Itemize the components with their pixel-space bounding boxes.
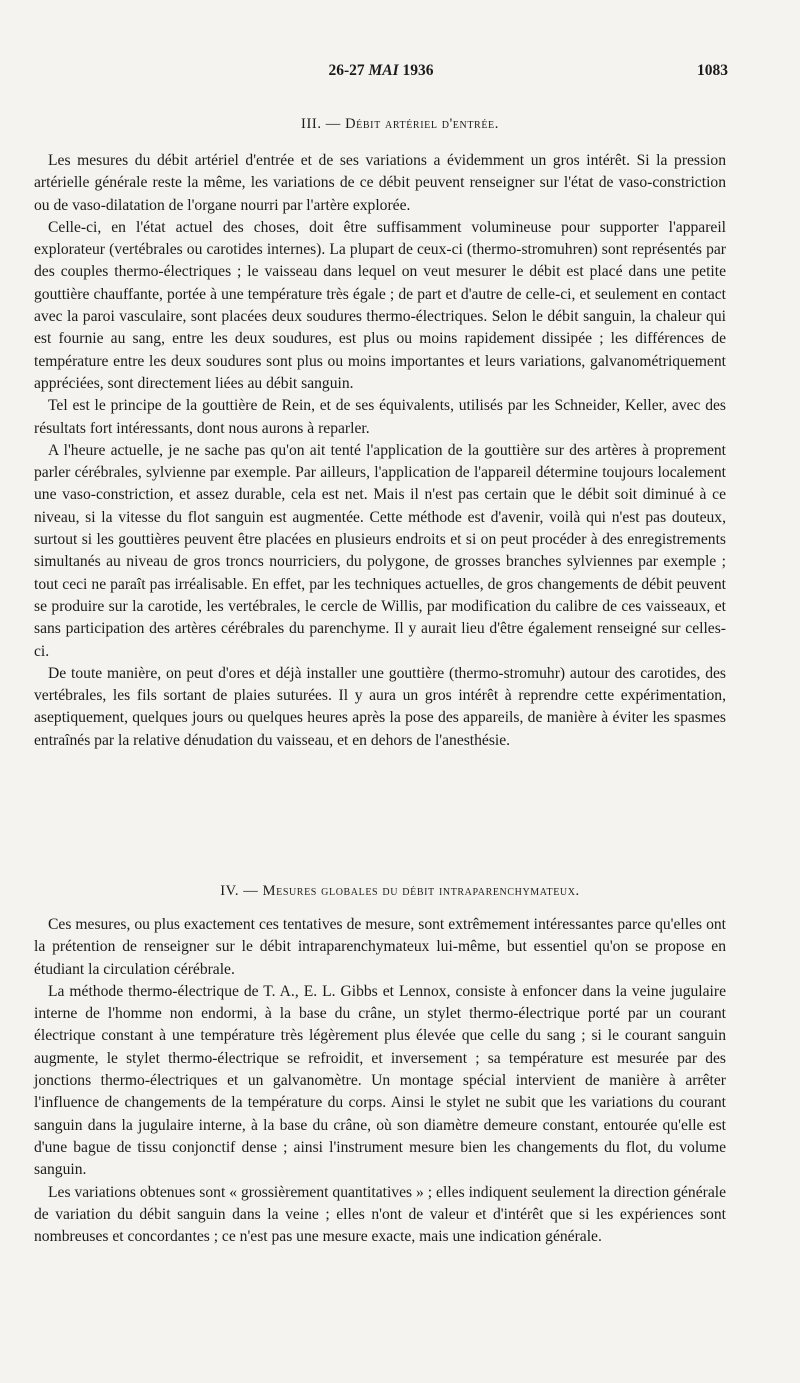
section-heading-4	[34, 883, 766, 900]
paragraph: Les variations obtenues sont « grossièrement quantitatives » ; elles indiquent seulement la direction générale de variation du débit sanguin dans la veine ; elles n'ont de valeur et d'intérêt que si les expériences sont nombreuses et concordantes ; ce n'est pas une mesure exacte, mais une indication générale.	[34, 1183, 726, 1246]
section-title-4: Mesures globales du débit intraparenchymateux.	[262, 883, 580, 899]
date-year: 1936	[402, 62, 434, 79]
paragraph: Les mesures du débit artériel d'entrée et de ses variations a évidemment un gros intérêt. Si la pression artérielle générale reste la même, les variations de ce débit peuvent renseigner sur l'état de vaso-constriction ou de vaso-dilatation de l'organe nourri par l'artère explorée.	[34, 152, 726, 214]
paragraph: Tel est le principe de la gouttière de Rein, et de ses équivalents, utilisés par les Schneider, Keller, avec des résultats fort intéressants, dont nous aurons à reparler.	[34, 397, 726, 437]
running-header	[34, 62, 728, 84]
section-heading-3	[34, 116, 766, 133]
paragraph: Celle-ci, en l'état actuel des choses, doit être suffisamment volumineuse pour supporter l'appareil explorateur (vertébrales ou carotides internes). La plupart de ceux-ci (thermo-stromuhren) sont représentés par des couples thermo-électriques ; le vaisseau dans lequel on veut mesurer le débit est placé dans une petite gouttière chauffante, portée à une température très égale ; de part et d'autre de celle-ci, et seulement en contact avec la paroi vasculaire, sont placées deux soudures thermo-électriques. Selon le débit sanguin, la chaleur qui est fournie au sang, entre les deux soudures, est plus ou moins rapidement dissipée ; les différences de température entre les deux soudures sont plus ou moins importantes et leurs variations, galvanométriquement appréciées, sont directement liées au débit sanguin.	[34, 218, 726, 392]
paragraph: Ces mesures, ou plus exactement ces tentatives de mesure, sont extrêmement intéressantes parce qu'elles ont la prétention de renseigner sur le débit intraparenchymateux lui-même, but essentiel qu'on se propose en étudiant la circulation cérébrale.	[34, 916, 726, 978]
paragraph: De toute manière, on peut d'ores et déjà installer une gouttière (thermo-stromuhr) autour des carotides, des vertébrales, les fils sortant de plaies suturées. Il y aura un gros intérêt à reprendre cette expérimentation, aseptiquement, quelques jours ou quelques heures après la pose des appareils, de manière à éviter les spasmes entraînés par la relative dénudation du vaisseau, et en dehors de l'anesthésie.	[34, 664, 726, 749]
section-numeral-3: III. —	[301, 116, 341, 132]
section-4-body	[34, 914, 726, 1248]
section-title-3: Débit artériel d'entrée.	[345, 116, 499, 132]
paragraph: La méthode thermo-électrique de T. A., E. L. Gibbs et Lennox, consiste à enfoncer dans la veine jugulaire interne de l'homme non endormi, à la base du crâne, un stylet thermo-électrique porté par un courant électrique constant à une température très légèrement plus élevée que celle du sang ; si le courant sanguin augmente, le stylet thermo-électrique se refroidit, et inversement ; sa température est mesurée par des jonctions thermo-électriques et un galvanomètre. Un montage spécial intervient de manière à arrêter l'influence de changements de la température du corps. Ainsi le stylet ne subit que les variations du courant sanguin dans la jugulaire interne, à la base du crâne, où son diamètre demeure constant, entourée qu'elle est d'une bague de tissu conjonctif dense ; ainsi l'instrument mesure bien les changements du flot, du volume sanguin.	[34, 982, 726, 1179]
issue-date	[34, 62, 728, 80]
date-month: MAI	[368, 62, 399, 79]
paragraph: A l'heure actuelle, je ne sache pas qu'on ait tenté l'application de la gouttière sur des artères à proprement parler cérébrales, sylvienne par exemple. Par ailleurs, l'application de l'appareil détermine toujours localement une vaso-constriction, et assez durable, cela est net. Mais il n'est pas certain que le débit soit diminué à ce niveau, si la vitesse du flot sanguin est augmentée. Cette méthode est d'avenir, voilà qui n'est pas douteux, surtout si les gouttières peuvent être placées en plusieurs endroits et si on peut procéder à des enregistrements simultanés au niveau de gros troncs nourriciers, du polygone, de grosses branches sylviennes par exemple ; tout ceci ne paraît pas irréalisable. En effet, par les techniques actuelles, de gros changements de débit peuvent se produire sur la carotide, les vertébrales, le cercle de Willis, par modification du calibre de ces vaisseaux, et sans participation des artères cérébrales du parenchyme. Il y aurait lieu d'être également renseigné sur celles-ci.	[34, 441, 726, 660]
section-3-body	[34, 150, 726, 752]
section-numeral-4: IV. —	[220, 883, 259, 899]
page-number: 1083	[697, 62, 728, 79]
date-days: 26-27	[328, 62, 365, 79]
